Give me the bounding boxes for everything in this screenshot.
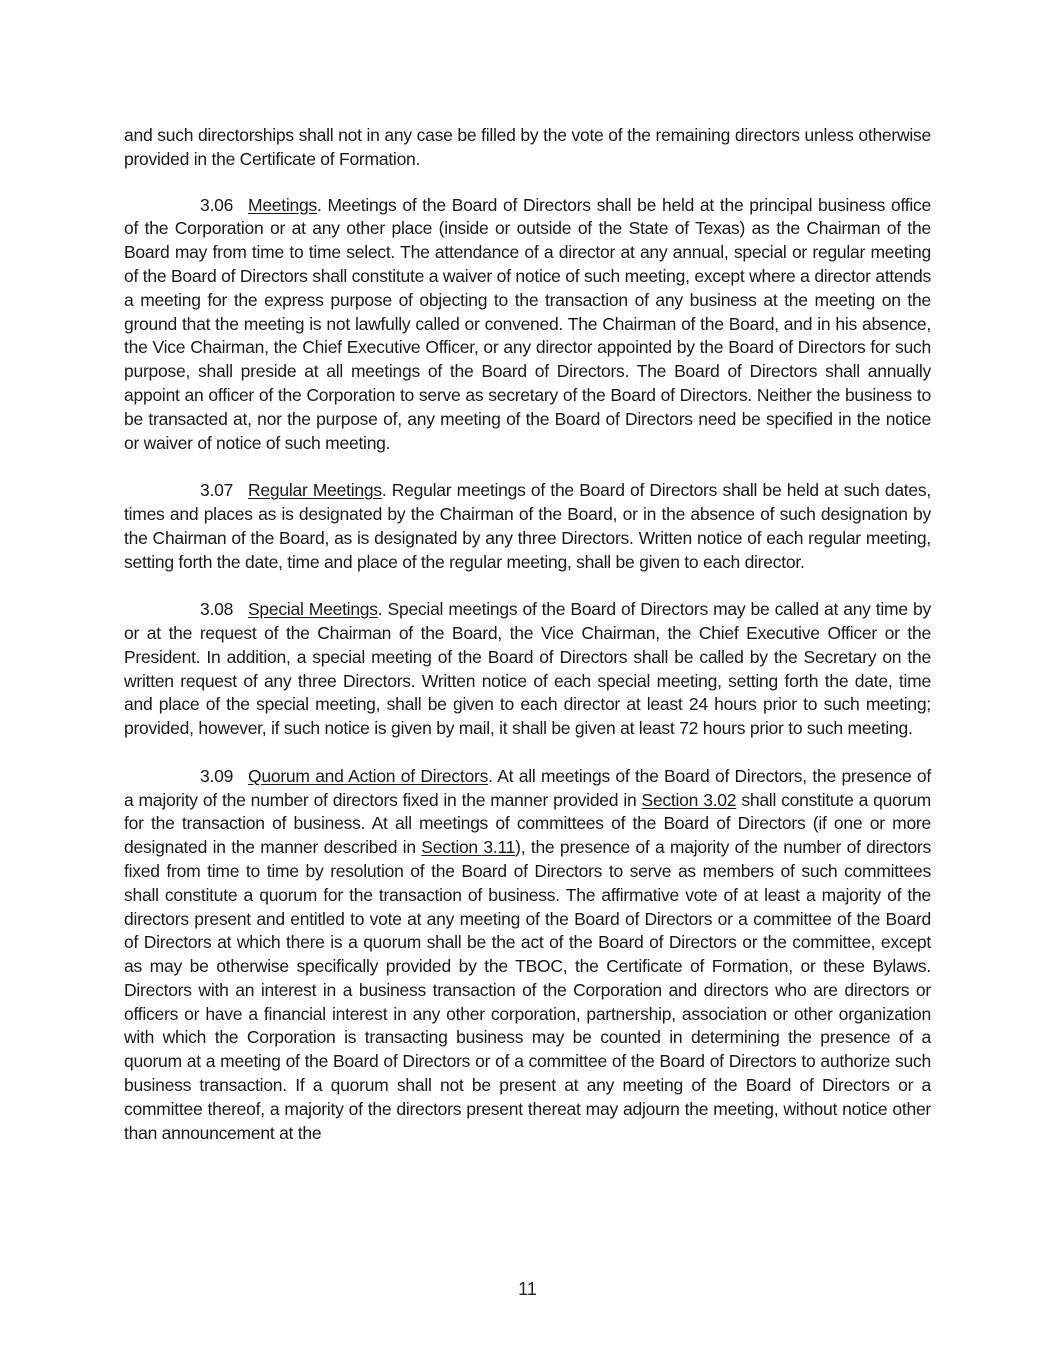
page-number: 11	[518, 1279, 537, 1299]
section-body: . Regular meetings of the Board of Directors shall be held at such dates, times and places as is designated by the Chairman of the Board, or in the absence of such designation by the Chairman of the Board, as is designated by any three Directors. Written notice of each regular meeting, setting forth the date, time and place of the regular meeting, shall be given to each director.	[124, 480, 932, 572]
section-reference-link[interactable]: Section 3.02	[641, 789, 737, 810]
document-body	[124, 124, 931, 1169]
section-number: 3.07	[200, 480, 234, 501]
section-3-07	[124, 479, 931, 574]
section-heading: Quorum and Action of Directors	[248, 765, 489, 786]
section-3-06	[124, 194, 931, 456]
intro-paragraph	[124, 124, 931, 172]
section-body: . Meetings of the Board of Directors shall be held at the principal business office of the Corporation or at any other place (inside or outside of the State of Texas) as the Chairman of the Board may from time to time select. The attendance of a director at any annual, special or regular meeting of the Board of Directors shall constitute a waiver of notice of such meeting, except where a director attends a meeting for the express purpose of objecting to the transaction of any business at the meeting on the ground that the meeting is not lawfully called or convened. The Chairman of the Board, and in his absence, the Vice Chairman, the Chief Executive Officer, or any director appointed by the Board of Directors for such purpose, shall preside at all meetings of the Board of Directors. The Board of Directors shall annually appoint an officer of the Corporation to serve as secretary of the Board of Directors. Neither the business to be transacted at, nor the purpose of, any meeting of the Board of Directors need be specified in the notice or waiver of notice of such meeting.	[124, 194, 931, 453]
section-3-08	[124, 598, 931, 741]
section-reference-link[interactable]: Section 3.11	[421, 837, 516, 858]
section-body-part: . At all meetings of the Board of Directors, the presence of a majority of the number of directors fixed in the manner provided in	[124, 765, 931, 810]
section-number: 3.08	[200, 599, 234, 620]
intro-text: and such directorships shall not in any case be filled by the vote of the remaining directors unless otherwise provided in the Certificate of Formation.	[124, 125, 931, 169]
section-3-09	[124, 765, 931, 1146]
section-number: 3.06	[200, 194, 234, 215]
section-body-part: ), the presence of a majority of the number of directors fixed from time to time by resolution of the Board of Directors to serve as members of such committees shall constitute a quorum for the transaction of business. The affirmative vote of at least a majority of the directors present and entitled to vote at any meeting of the Board of Directors or a committee of the Board of Directors at which there is a quorum shall be the act of the Board of Directors or the committee, except as may be otherwise specifically provided by the TBOC, the Certificate of Formation, or these Bylaws. Directors with an interest in a business transaction of the Corporation and directors who are directors or officers or have a financial interest in any other corporation, partnership, association or other organization with which the Corporation is transacting business may be counted in determining the presence of a quorum at a meeting of the Board of Directors or of a committee of the Board of Directors to authorize such business transaction. If a quorum shall not be present at any meeting of the Board of Directors or a committee thereof, a majority of the directors present thereat may adjourn the meeting, without notice other than announcement at the	[124, 837, 932, 1143]
section-heading: Regular Meetings	[248, 480, 382, 501]
section-heading: Meetings	[248, 194, 318, 215]
section-number: 3.09	[200, 765, 234, 786]
section-body-part: shall constitute a quorum for the transaction of business. At all meetings of committees of the Board of Directors (if one or more designated in the manner described in	[124, 789, 931, 858]
section-heading: Special Meetings	[248, 599, 378, 620]
section-body: . Special meetings of the Board of Directors may be called at any time by or at the request of the Chairman of the Board, the Vice Chairman, the Chief Executive Officer or the President. In addition, a special meeting of the Board of Directors shall be called by the Secretary on the written request of any three Directors. Written notice of each special meeting, setting forth the date, time and place of the special meeting, shall be given to each director at least 24 hours prior to such meeting; provided, however, if such notice is given by mail, it shall be given at least 72 hours prior to such meeting.	[124, 599, 931, 739]
